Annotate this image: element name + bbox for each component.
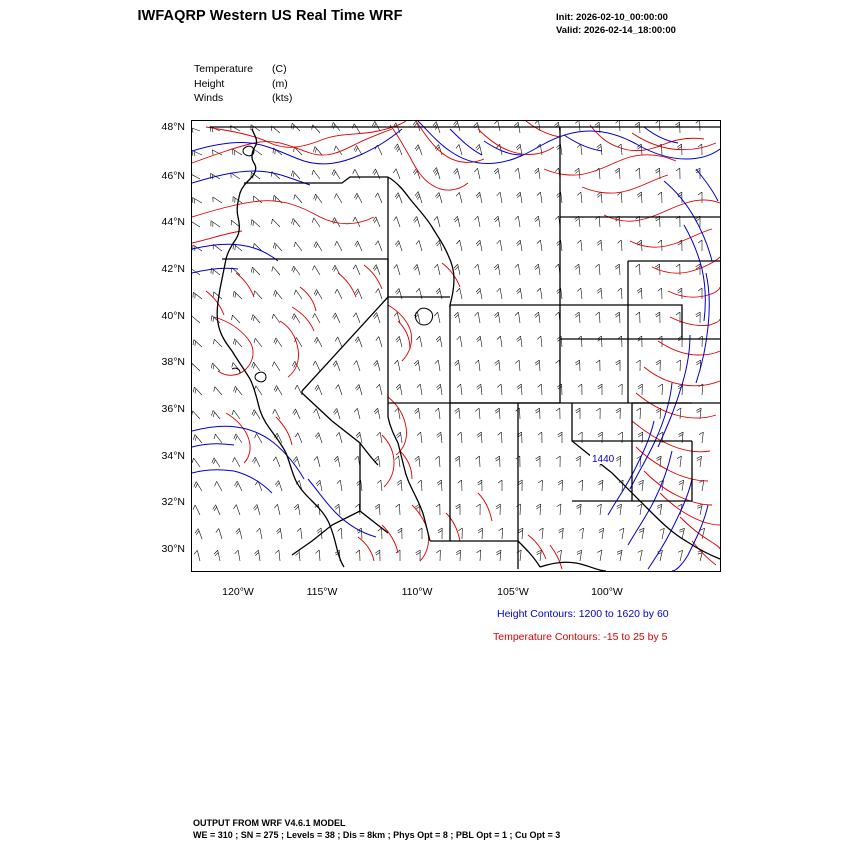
y-tick-label-46N: 46°N — [161, 170, 185, 182]
y-tick-label-34N: 34°N — [161, 450, 185, 462]
y-tick-label-44N: 44°N — [161, 216, 185, 228]
svg-text:1440: 1440 — [592, 454, 615, 465]
x-tick-label-100W: 100°W — [591, 586, 623, 598]
legend-label-temperature: Temperature — [194, 63, 253, 75]
legend-row-winds — [194, 91, 292, 106]
x-tick-label-115W: 115°W — [306, 586, 338, 598]
height-contour-label-1440 — [590, 452, 616, 465]
footer-line-config: WE = 310 ; SN = 275 ; Levels = 38 ; Dis = 8km ; Phys Opt = 8 ; PBL Opt = 1 ; Cu Opt = 3 — [193, 829, 561, 840]
temperature-contours-caption: Temperature Contours: -15 to 25 by 5 — [493, 631, 668, 643]
legend-row-height — [194, 77, 292, 92]
footer-line-model: OUTPUT FROM WRF V4.6.1 MODEL — [193, 818, 346, 828]
y-tick-label-36N: 36°N — [161, 403, 185, 415]
page-title: IWFAQRP Western US Real Time WRF — [137, 8, 403, 24]
units-legend — [194, 62, 292, 106]
x-tick-label-120W: 120°W — [222, 586, 254, 598]
legend-unit-height: (m) — [272, 77, 288, 90]
legend-label-winds: Winds — [194, 92, 224, 104]
y-tick-label-32N: 32°N — [161, 496, 185, 508]
model-output-footer — [193, 818, 560, 841]
weather-map-plot[interactable] — [191, 120, 721, 572]
y-tick-label-48N: 48°N — [161, 121, 185, 133]
legend-row-temperature — [194, 62, 292, 77]
legend-unit-winds: (kts) — [272, 92, 293, 104]
valid-time-label: Valid: 2026-02-14_18:00:00 — [556, 25, 676, 36]
x-tick-label-110W: 110°W — [401, 586, 433, 598]
legend-unit-temperature: (C) — [272, 63, 287, 75]
height-contours-caption: Height Contours: 1200 to 1620 by 60 — [497, 608, 669, 620]
y-tick-label-40N: 40°N — [161, 310, 185, 322]
y-tick-label-30N: 30°N — [161, 543, 185, 555]
y-tick-label-38N: 38°N — [161, 356, 185, 368]
y-tick-label-42N: 42°N — [161, 263, 185, 275]
x-tick-label-105W: 105°W — [497, 586, 529, 598]
model-time-block — [556, 11, 676, 37]
legend-label-height: Height — [194, 77, 225, 90]
init-time-label: Init: 2026-02-10_00:00:00 — [556, 12, 668, 23]
